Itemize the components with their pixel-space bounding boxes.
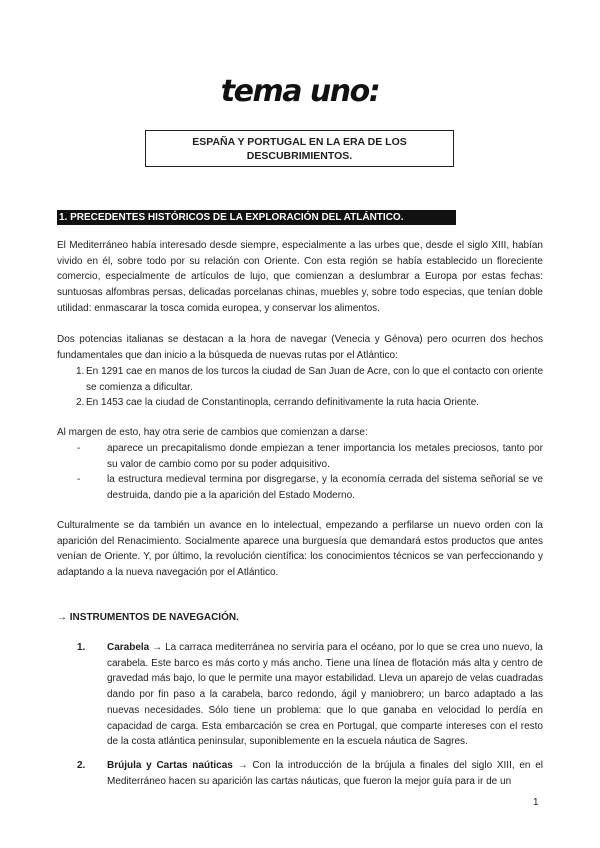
list-item (57, 364, 543, 395)
list-marker: 2. (77, 759, 86, 771)
list-item-text: En 1453 cae la ciudad de Constantinopla, cerrando definitivamente la ruta hacia Oriente. (86, 397, 480, 409)
list-item (57, 441, 543, 472)
list-marker: - (77, 443, 81, 454)
list-item (57, 758, 543, 789)
list-item-text (107, 640, 543, 750)
list-item (57, 472, 543, 503)
list-item (57, 640, 543, 750)
section-heading-1: 1. PRECEDENTES HISTÓRICOS DE LA EXPLORACIÓN DEL ATLÁNTICO. (57, 210, 456, 225)
section-heading-2: → INSTRUMENTOS DE NAVEGACIÓN. (57, 612, 239, 623)
list-item-text: En 1291 cae en manos de los turcos la ciudad de San Juan de Acre, con lo que el contacto con oriente se comienza a dificultar. (86, 366, 543, 393)
instrument-description: Con la introducción de la brújula a finales del siglo XIII, en el Mediterráneo hacen su aparición las cartas náuticas, que fueron la mejor guía para ir de un (107, 759, 543, 787)
list-marker: 1. (76, 366, 85, 377)
list-item (57, 395, 543, 411)
paragraph-4: Culturalmente se da también un avance en lo intelectual, empezando a perfilarse un nuevo orden con la aparición del Renacimiento. Socialmente aparece una burguesía que demandará estos productos que antes venían de Oriente. Y, por último, la revolución científica: los conocimientos técnicos se van perfeccionando y adaptando a la nueva navegación por el Atlántico. (57, 520, 543, 579)
list-marker: 2. (76, 397, 85, 409)
paragraph-1: El Mediterráneo había interesado desde siempre, especialmente a las urbes que, desde el siglo XIII, habían vivido en él, sobre todo por su relación con Oriente. Con esta región se había establecido un floreciente comercio, especialmente de artículos de lujo, que comienzan a deslumbrar a Europa por estas fechas: suntuosas alfombras persas, delicadas porcelanas chinas, muebles y, sobre todo especias, que tenían doble utilidad: enmascarar la tosca comida europea, y conservar los alimentos. (57, 240, 543, 314)
instrument-term: Brújula y Cartas naúticas → (107, 759, 248, 771)
list-item-text (107, 758, 543, 789)
dash-list (57, 441, 543, 504)
numbered-list (57, 364, 543, 411)
paragraph-3: Al margen de esto, hay otra serie de cambios que comienzan a darse: (57, 427, 368, 438)
page-number: 1 (533, 797, 539, 808)
list-marker: - (77, 474, 81, 486)
instrument-term: Carabela → (107, 642, 163, 653)
list-item-text: la estructura medieval termina por disgregarse, y la economía cerrada del sistema señorial se ve destruida, dando pie a la aparición del Estado Moderno. (107, 474, 543, 502)
paragraph-2: Dos potencias italianas se destacan a la hora de navegar (Venecia y Génova) pero ocurren dos hechos fundamentales que dan inicio a la búsqueda de nuevas rutas por el Atlántico: (57, 334, 543, 361)
list-item-text: aparece un precapitalismo donde empiezan a tener importancia los metales preciosos, tanto por su valor de cambio como por su poder adquisitivo. (107, 443, 543, 470)
list-marker: 1. (77, 642, 86, 653)
page-title: tema uno: (220, 74, 380, 109)
instruments-list (57, 640, 543, 797)
instrument-description: La carraca mediterránea no serviría para el océano, por lo que se crea uno nuevo, la carabela. Este barco es más corto y más ancho. Tiene una línea de flotación más alta y centro de gravedad más bajo, lo que le permite una mayor estabilidad. Lleva un aparejo de velas cuadradas dando por fin paso a la carabela, barco redondo, ágil y maniobrero; un barco adaptado a las nuevas necesidades. Sólo tiene un problema: que lo que ganaba en velocidad lo perdía en capacidad de carga. Esta embarcación se crea en Portugal, que comparte intereses con el resto de la costa atlántica peninsular, suponiblemente en la escuela náutica de Sagres. (107, 642, 543, 748)
chapter-title-box: ESPAÑA Y PORTUGAL EN LA ERA DE LOS DESCUBRIMIENTOS. (145, 130, 454, 167)
